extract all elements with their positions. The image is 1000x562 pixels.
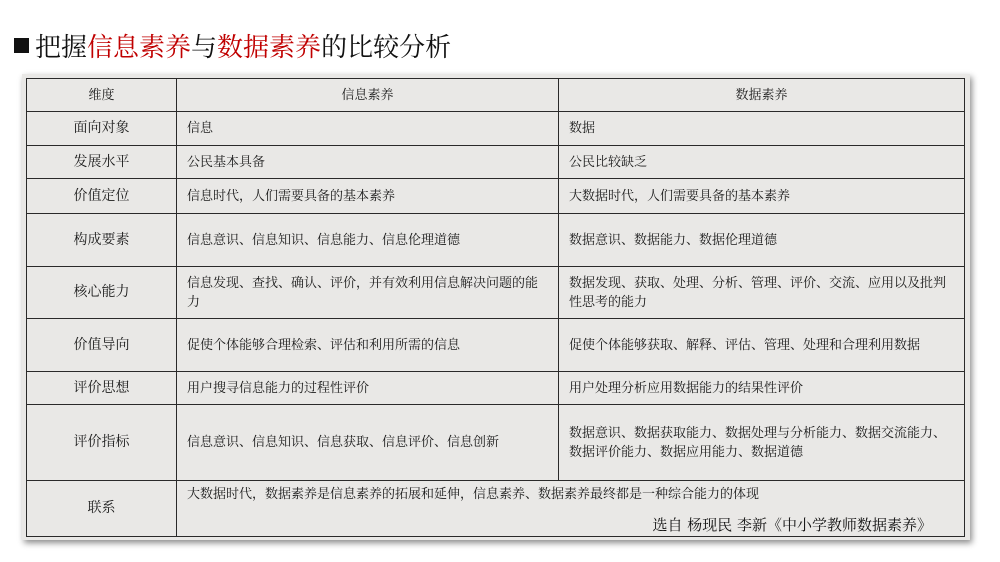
row-dimension: 联系: [27, 481, 177, 537]
table-row: [27, 405, 965, 481]
comparison-table-image: [22, 74, 970, 540]
table-row: [27, 372, 965, 405]
source-citation: 选自 杨现民 李新《中小学教师数据素养》: [652, 516, 932, 534]
table-row: [27, 267, 965, 319]
table-row: [27, 319, 965, 372]
table-row: [27, 112, 965, 146]
row-information-cell: 促使个体能够合理检索、评估和利用所需的信息: [177, 319, 559, 372]
row-dimension: 面向对象: [27, 112, 177, 146]
header-data-literacy: 数据素养: [559, 79, 965, 112]
row-data-cell: 大数据时代，人们需要具备的基本素养: [559, 179, 965, 214]
row-information-cell: 信息意识、信息知识、信息能力、信息伦理道德: [177, 214, 559, 267]
table-row: [27, 146, 965, 179]
title-prefix: 把握: [35, 33, 88, 63]
row-information-cell: 信息: [177, 112, 559, 146]
row-dimension: 价值定位: [27, 179, 177, 214]
title-term-data-literacy: 数据素养: [217, 33, 322, 63]
relation-cell: 大数据时代，数据素养是信息素养的拓展和延伸，信息素养、数据素养最终都是一种综合能力的体现: [177, 481, 965, 537]
row-information-cell: 信息意识、信息知识、信息获取、信息评价、信息创新: [177, 405, 559, 481]
row-data-cell: 数据: [559, 112, 965, 146]
table-row: [27, 214, 965, 267]
title-term-information-literacy: 信息素养: [87, 33, 192, 63]
row-information-cell: 信息时代，人们需要具备的基本素养: [177, 179, 559, 214]
row-data-cell: 促使个体能够获取、解释、评估、管理、处理和合理利用数据: [559, 319, 965, 372]
row-data-cell: 公民比较缺乏: [559, 146, 965, 179]
title-suffix: 的比较分析: [321, 33, 452, 63]
table-header-row: [27, 79, 965, 112]
row-data-cell: 数据意识、数据能力、数据伦理道德: [559, 214, 965, 267]
row-data-cell: 数据发现、获取、处理、分析、管理、评价、交流、应用以及批判性思考的能力: [559, 267, 965, 319]
comparison-table: [26, 78, 965, 537]
row-dimension: 发展水平: [27, 146, 177, 179]
table-row: [27, 179, 965, 214]
row-dimension: 评价指标: [27, 405, 177, 481]
row-dimension: 构成要素: [27, 214, 177, 267]
row-information-cell: 信息发现、查找、确认、评价，并有效利用信息解决问题的能力: [177, 267, 559, 319]
header-information-literacy: 信息素养: [177, 79, 559, 112]
header-dimension: 维度: [27, 79, 177, 112]
row-information-cell: 用户搜寻信息能力的过程性评价: [177, 372, 559, 405]
row-dimension: 评价思想: [27, 372, 177, 405]
row-dimension: 核心能力: [27, 267, 177, 319]
row-data-cell: 用户处理分析应用数据能力的结果性评价: [559, 372, 965, 405]
row-information-cell: 公民基本具备: [177, 146, 559, 179]
title-middle: 与: [191, 33, 218, 63]
row-data-cell: 数据意识、数据获取能力、数据处理与分析能力、数据交流能力、数据评价能力、数据应用能力、数据道德: [559, 405, 965, 481]
row-dimension: 价值导向: [27, 319, 177, 372]
slide-title: [14, 28, 451, 68]
square-bullet-icon: [14, 38, 29, 53]
